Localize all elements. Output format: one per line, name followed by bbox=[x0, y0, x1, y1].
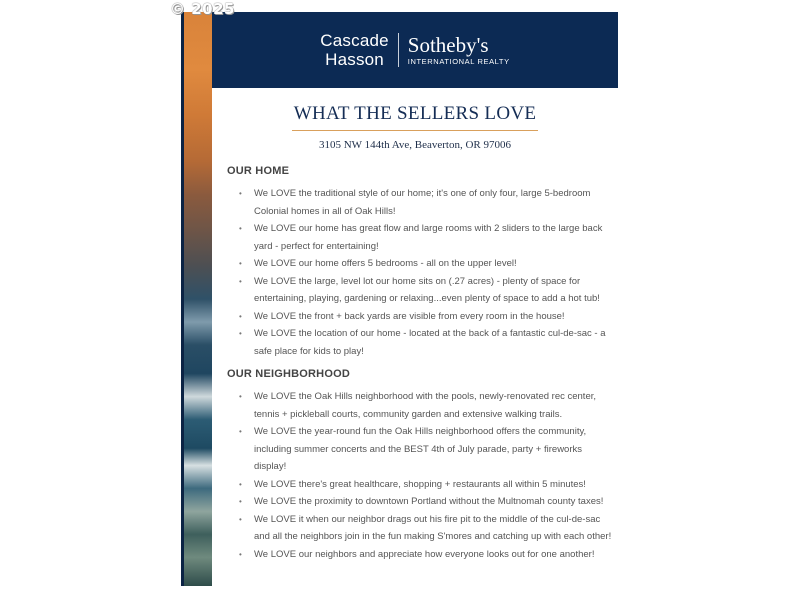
page-title: WHAT THE SELLERS LOVE bbox=[293, 103, 537, 124]
brand-left-line1: Cascade bbox=[320, 31, 389, 50]
brand-right bbox=[408, 34, 510, 66]
brand-name: Sotheby's bbox=[407, 33, 489, 57]
document-content bbox=[212, 88, 618, 563]
property-address: 3105 NW 144th Ave, Beaverton, OR 97006 bbox=[318, 139, 512, 151]
logo-divider bbox=[398, 33, 399, 67]
side-strip-edge bbox=[181, 12, 184, 586]
list-item: • We LOVE the traditional style of our home; it's one of only four, large 5-bedroom Colonial homes in all of Oak Hills! bbox=[212, 185, 618, 220]
list-item: • We LOVE the Oak Hills neighborhood with the pools, newly-renovated rec center, tennis + pickleball courts, community garden and extensive walking trails. bbox=[212, 388, 618, 423]
brand-logo bbox=[320, 31, 509, 69]
brand-banner bbox=[212, 12, 618, 88]
brand-left bbox=[320, 31, 389, 69]
copyright-watermark: © 2025 bbox=[170, 0, 235, 18]
beach-photo-strip bbox=[183, 12, 212, 586]
list-item: • We LOVE it when our neighbor drags out his fire pit to the middle of the cul-de-sac and all the neighbors join in the fun making S'mores and catching up with each other! bbox=[212, 511, 618, 546]
list-item: • We LOVE the location of our home - located at the back of a fantastic cul-de-sac - a safe place for kids to play! bbox=[212, 325, 618, 360]
list-item: • We LOVE there's great healthcare, shopping + restaurants all within 5 minutes! bbox=[212, 476, 618, 494]
list-item: • We LOVE the large, level lot our home sits on (.27 acres) - plenty of space for entertaining, playing, gardening or relaxing...even plenty of space to add a hot tub! bbox=[212, 273, 618, 308]
list-item: • We LOVE the proximity to downtown Portland without the Multnomah county taxes! bbox=[212, 493, 618, 511]
section-heading-our-neighborhood: OUR NEIGHBORHOOD bbox=[227, 368, 350, 380]
our-home-list bbox=[212, 185, 618, 360]
list-item: • We LOVE our neighbors and appreciate how everyone looks out for one another! bbox=[212, 546, 618, 564]
brand-subtitle: INTERNATIONAL REALTY bbox=[407, 57, 510, 66]
title-underline bbox=[292, 130, 538, 131]
our-neighborhood-list bbox=[212, 388, 618, 563]
section-heading-our-home: OUR HOME bbox=[227, 165, 290, 177]
list-item: • We LOVE our home has great flow and large rooms with 2 sliders to the large back yard - perfect for entertaining! bbox=[212, 220, 618, 255]
list-item: • We LOVE our home offers 5 bedrooms - all on the upper level! bbox=[212, 255, 618, 273]
list-item: • We LOVE the front + back yards are visible from every room in the house! bbox=[212, 308, 618, 326]
list-item: • We LOVE the year-round fun the Oak Hills neighborhood offers the community, including summer concerts and the BEST 4th of July parade, party + fireworks display! bbox=[212, 423, 618, 476]
brand-left-line2: Hasson bbox=[325, 50, 384, 69]
